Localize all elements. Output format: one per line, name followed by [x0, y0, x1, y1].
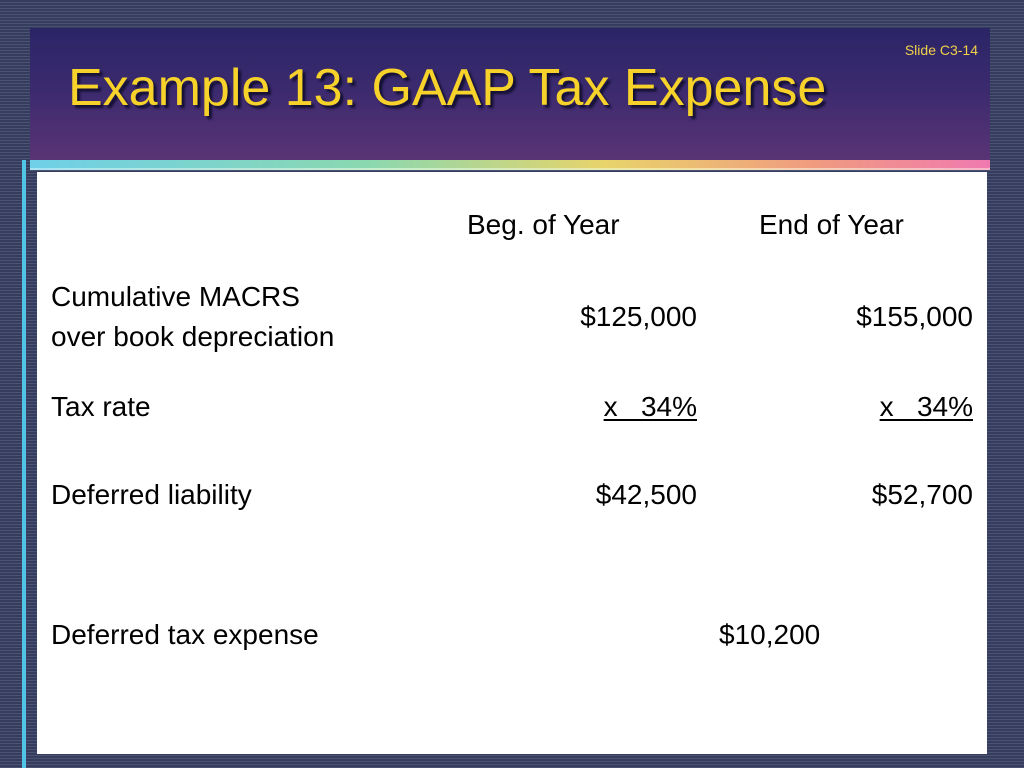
content-panel	[37, 172, 987, 754]
row-label-deferred-tax-expense: Deferred tax expense	[51, 619, 319, 650]
slide-number: Slide C3-14	[904, 42, 978, 58]
left-accent-line	[22, 160, 26, 768]
title-divider	[30, 160, 990, 168]
title-divider-highlight	[30, 168, 990, 170]
slide-title: Example 13: GAAP Tax Expense	[68, 59, 827, 117]
macrs-beg-value: $125,000	[580, 301, 697, 332]
tax-rate-beg-value: x 34%	[603, 391, 697, 422]
deferred-liability-beg-value: $42,500	[595, 479, 697, 510]
tax-rate-end-value: x 34%	[879, 391, 973, 422]
header-beg-of-year: Beg. of Year	[467, 209, 620, 240]
deferred-liability-end-value: $52,700	[871, 479, 973, 510]
row-label-tax-rate: Tax rate	[51, 391, 151, 422]
row-label-macrs-line1: Cumulative MACRS	[51, 281, 300, 312]
row-label-macrs-line2: over book depreciation	[51, 321, 335, 352]
row-label-deferred-liability: Deferred liability	[51, 479, 252, 510]
deferred-tax-expense-value: $10,200	[719, 619, 821, 650]
header-end-of-year: End of Year	[759, 209, 904, 240]
macrs-end-value: $155,000	[856, 301, 973, 332]
